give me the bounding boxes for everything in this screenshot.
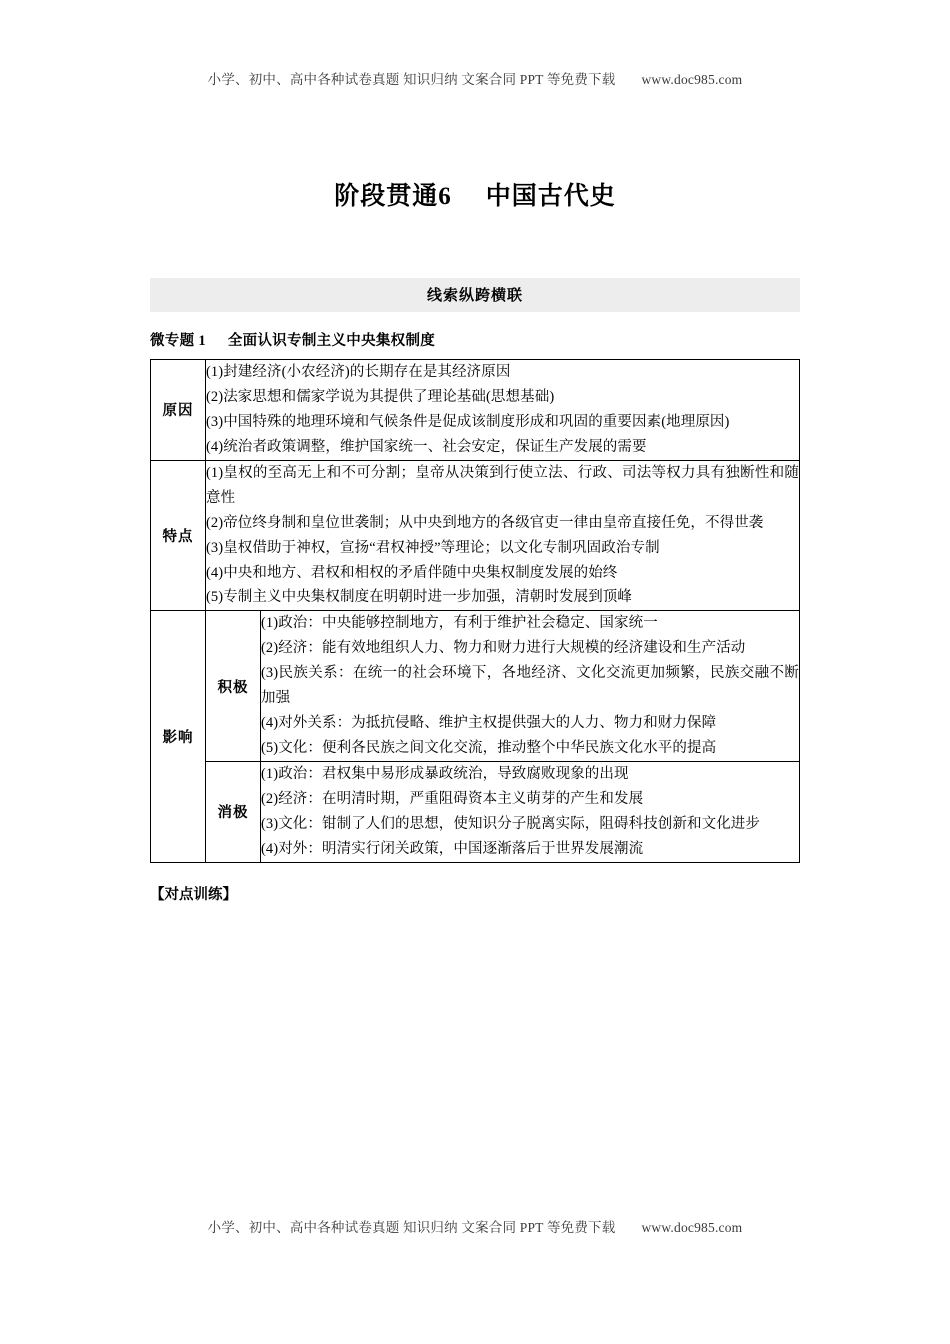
inner-row-negative [206,762,799,862]
table-row [151,611,800,862]
title-subject: 中国古代史 [485,183,616,210]
watermark-url: www.doc985.com [641,1220,743,1235]
content-line: (3)民族关系：在统一的社会环境下，各地经济、文化交流更加频繁，民族交融不断加强 [261,665,799,707]
content-line: (1)政治：君权集中易形成暴政统治，导致腐败现象的出现 [261,766,629,782]
title-number: 6 [438,183,452,210]
subrow-content-negative [261,762,800,862]
page-title [150,176,800,212]
title-label: 阶段贯通 [334,183,439,210]
subtopic-text: 全面认识专制主义中央集权制度 [227,333,436,349]
table-row [151,460,800,611]
table-row [151,360,800,461]
content-line: (1)政治：中央能够控制地方，有利于维护社会稳定、国家统一 [261,615,658,632]
subtopic-label: 微专题 1 [150,333,206,349]
row-category-features: 特点 [151,460,206,611]
row-category-cause: 原因 [151,360,206,461]
row-category-influence: 影响 [151,611,206,862]
subrow-category-negative: 消极 [206,762,261,862]
content-table [150,359,800,863]
content-line: (4)统治者政策调整，维护国家统一、社会安定，保证生产发展的需要 [206,438,647,455]
watermark-text: 小学、初中、高中各种试卷真题 知识归纳 文案合同 PPT 等免费下载 [207,72,616,87]
content-line: (1)皇权的至高无上和不可分割；皇帝从决策到行使立法、行政、司法等权力具有独断性和随意性 [206,464,799,506]
subtopic-heading [150,329,800,350]
row-content-influence [206,611,800,862]
content-line: (2)法家思想和儒家学说为其提供了理论基础(思想基础) [206,388,555,405]
content-line: (5)专制主义中央集权制度在明朝时进一步加强，清朝时发展到顶峰 [206,589,633,606]
content-line: (2)经济：在明清时期，严重阻碍资本主义萌芽的产生和发展 [261,790,644,807]
influence-inner-table [206,611,799,861]
subrow-content-positive [261,611,800,761]
section-band-label: 线索纵跨横联 [426,288,523,304]
content-line: (2)经济：能有效地组织人力、物力和财力进行大规模的经济建设和生产活动 [261,640,746,657]
section-band [150,278,800,312]
row-content-cause [206,360,800,461]
content-line: (3)文化：钳制了人们的思想，使知识分子脱离实际，阻碍科技创新和文化进步 [261,815,761,832]
watermark-bottom [0,1216,950,1236]
content-line: (2)帝位终身制和皇位世袭制；从中央到地方的各级官吏一律由皇帝直接任免，不得世袭 [206,514,764,531]
inner-row-positive [206,611,799,761]
row-content-features [206,460,800,611]
exercise-heading: 【对点训练】 [150,886,237,903]
subrow-category-positive: 积极 [206,611,261,761]
watermark-text: 小学、初中、高中各种试卷真题 知识归纳 文案合同 PPT 等免费下载 [207,1220,616,1235]
content-line: (3)皇权借助于神权，宣扬“君权神授”等理论；以文化专制巩固政治专制 [206,539,660,556]
watermark-url: www.doc985.com [641,72,743,87]
content-line: (4)中央和地方、君权和相权的矛盾伴随中央集权制度发展的始终 [206,564,618,581]
content-line: (5)文化：便利各民族之间文化交流，推动整个中华民族文化水平的提高 [261,740,717,757]
content-line: (4)对外：明清实行闭关政策，中国逐渐落后于世界发展潮流 [261,840,644,857]
watermark-top [150,0,800,88]
content-line: (1)封建经济(小农经济)的长期存在是其经济原因 [206,364,511,380]
content-line: (3)中国特殊的地理环境和气候条件是促成该制度形成和巩固的重要因素(地理原因) [206,413,730,430]
content-line: (4)对外关系：为抵抗侵略、维护主权提供强大的人力、物力和财力保障 [261,715,717,732]
